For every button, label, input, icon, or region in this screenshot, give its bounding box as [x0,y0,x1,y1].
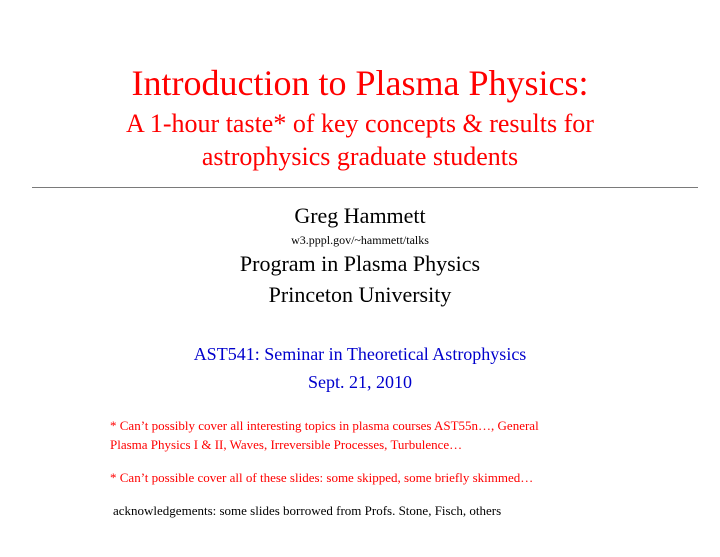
slide-title: Introduction to Plasma Physics: [131,63,589,103]
acknowledgements: acknowledgements: some slides borrowed from Profs. Stone, Fisch, others [113,503,502,518]
divider-rule [32,187,698,188]
seminar-title: AST541: Seminar in Theoretical Astrophysics [193,344,527,364]
slide-subtitle-line2: astrophysics graduate students [201,142,519,171]
program-name: Program in Plasma Physics [239,251,481,276]
footnote-2: * Can’t possible cover all of these slides: some skipped, some briefly skimmed… [110,470,534,485]
footnote-1-line1: * Can’t possibly cover all interesting topics in plasma courses AST55n…, General [110,418,539,433]
author-name: Greg Hammett [294,203,426,228]
seminar-date: Sept. 21, 2010 [307,372,412,392]
footnote-1-line2: Plasma Physics I & II, Waves, Irreversible Processes, Turbulence… [110,437,463,452]
university-name: Princeton University [268,282,452,307]
author-url: w3.pppl.gov/~hammett/talks [291,233,429,247]
slide-subtitle-line1: A 1-hour taste* of key concepts & results for [126,109,594,138]
